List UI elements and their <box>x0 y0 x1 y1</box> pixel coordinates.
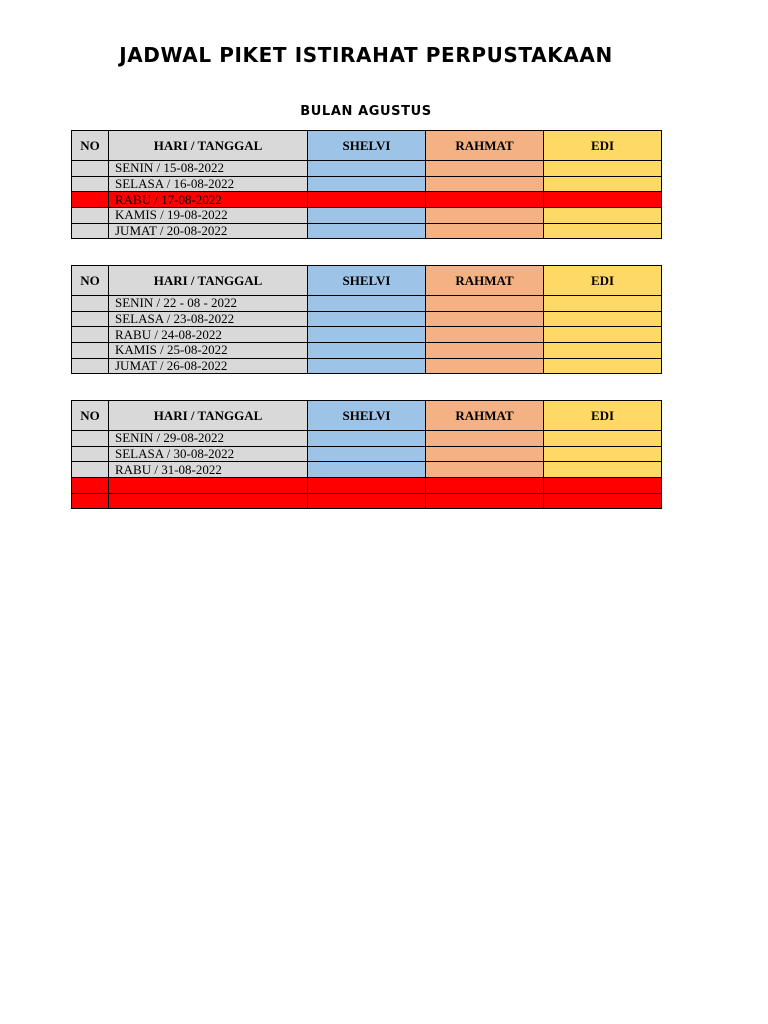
cell-shelvi <box>308 176 426 192</box>
cell-rahmat <box>426 446 544 462</box>
cell-edi <box>544 343 662 359</box>
table-row <box>72 311 662 327</box>
table-row <box>72 223 662 239</box>
header-edi: EDI <box>544 131 662 161</box>
cell-shelvi <box>308 493 426 509</box>
cell-no <box>72 462 109 478</box>
cell-rahmat <box>426 192 544 208</box>
table-row <box>72 296 662 312</box>
cell-shelvi <box>308 192 426 208</box>
cell-day: KAMIS / 25-08-2022 <box>109 343 308 359</box>
cell-no <box>72 311 109 327</box>
cell-shelvi <box>308 208 426 224</box>
cell-rahmat <box>426 358 544 374</box>
cell-rahmat <box>426 327 544 343</box>
cell-rahmat <box>426 161 544 177</box>
cell-shelvi <box>308 327 426 343</box>
cell-edi <box>544 296 662 312</box>
table-row <box>72 176 662 192</box>
header-edi: EDI <box>544 266 662 296</box>
cell-shelvi <box>308 161 426 177</box>
table-row <box>72 208 662 224</box>
cell-day: SELASA / 16-08-2022 <box>109 176 308 192</box>
cell-no <box>72 296 109 312</box>
cell-no <box>72 446 109 462</box>
cell-no <box>72 431 109 447</box>
table-row <box>72 446 662 462</box>
cell-day: SENIN / 22 - 08 - 2022 <box>109 296 308 312</box>
cell-day <box>109 478 308 494</box>
header-rahmat: RAHMAT <box>426 401 544 431</box>
header-no: NO <box>72 266 109 296</box>
cell-day: RABU / 24-08-2022 <box>109 327 308 343</box>
cell-shelvi <box>308 462 426 478</box>
cell-edi <box>544 493 662 509</box>
cell-edi <box>544 208 662 224</box>
cell-shelvi <box>308 431 426 447</box>
cell-shelvi <box>308 343 426 359</box>
header-day: HARI / TANGGAL <box>109 266 308 296</box>
cell-day: SELASA / 23-08-2022 <box>109 311 308 327</box>
table-row <box>72 161 662 177</box>
header-rahmat: RAHMAT <box>426 131 544 161</box>
cell-rahmat <box>426 343 544 359</box>
schedule-table-week-1 <box>71 130 662 239</box>
header-edi: EDI <box>544 401 662 431</box>
cell-day: JUMAT / 20-08-2022 <box>109 223 308 239</box>
page-subtitle: BULAN AGUSTUS <box>300 104 432 119</box>
cell-edi <box>544 478 662 494</box>
cell-day: SENIN / 29-08-2022 <box>109 431 308 447</box>
cell-edi <box>544 161 662 177</box>
header-no: NO <box>72 401 109 431</box>
schedule-table-week-3 <box>71 400 662 509</box>
cell-rahmat <box>426 462 544 478</box>
cell-no <box>72 176 109 192</box>
cell-no <box>72 223 109 239</box>
table-header-row <box>72 266 662 296</box>
cell-rahmat <box>426 223 544 239</box>
cell-rahmat <box>426 311 544 327</box>
header-shelvi: SHELVI <box>308 131 426 161</box>
cell-no <box>72 327 109 343</box>
table-row <box>72 358 662 374</box>
cell-rahmat <box>426 478 544 494</box>
cell-shelvi <box>308 358 426 374</box>
cell-no <box>72 358 109 374</box>
header-day: HARI / TANGGAL <box>109 401 308 431</box>
table-row <box>72 493 662 509</box>
cell-no <box>72 192 109 208</box>
cell-no <box>72 208 109 224</box>
table-row <box>72 327 662 343</box>
cell-edi <box>544 223 662 239</box>
cell-rahmat <box>426 208 544 224</box>
schedule-table-week-2 <box>71 265 662 374</box>
cell-edi <box>544 311 662 327</box>
cell-edi <box>544 327 662 343</box>
cell-edi <box>544 431 662 447</box>
cell-shelvi <box>308 478 426 494</box>
cell-rahmat <box>426 296 544 312</box>
cell-rahmat <box>426 176 544 192</box>
cell-shelvi <box>308 296 426 312</box>
cell-no <box>72 343 109 359</box>
table-row <box>72 478 662 494</box>
cell-rahmat <box>426 493 544 509</box>
cell-edi <box>544 358 662 374</box>
table-header-row <box>72 401 662 431</box>
cell-day: SELASA / 30-08-2022 <box>109 446 308 462</box>
cell-shelvi <box>308 446 426 462</box>
header-day: HARI / TANGGAL <box>109 131 308 161</box>
table-row <box>72 192 662 208</box>
cell-no <box>72 478 109 494</box>
cell-day: KAMIS / 19-08-2022 <box>109 208 308 224</box>
header-rahmat: RAHMAT <box>426 266 544 296</box>
cell-shelvi <box>308 311 426 327</box>
table-row <box>72 431 662 447</box>
cell-edi <box>544 192 662 208</box>
table-header-row <box>72 131 662 161</box>
header-no: NO <box>72 131 109 161</box>
cell-day: RABU / 31-08-2022 <box>109 462 308 478</box>
cell-day <box>109 493 308 509</box>
cell-edi <box>544 446 662 462</box>
cell-no <box>72 161 109 177</box>
header-shelvi: SHELVI <box>308 401 426 431</box>
page-title: JADWAL PIKET ISTIRAHAT PERPUSTAKAAN <box>119 43 613 67</box>
cell-no <box>72 493 109 509</box>
cell-rahmat <box>426 431 544 447</box>
cell-day: JUMAT / 26-08-2022 <box>109 358 308 374</box>
cell-edi <box>544 176 662 192</box>
header-shelvi: SHELVI <box>308 266 426 296</box>
table-row <box>72 343 662 359</box>
cell-day: SENIN / 15-08-2022 <box>109 161 308 177</box>
cell-shelvi <box>308 223 426 239</box>
cell-day: RABU / 17-08-2022 <box>109 192 308 208</box>
table-row <box>72 462 662 478</box>
cell-edi <box>544 462 662 478</box>
